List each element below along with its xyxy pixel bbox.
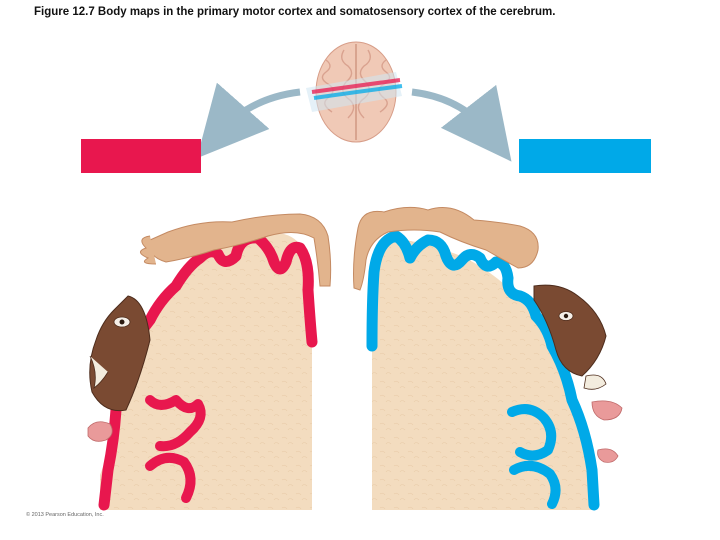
- copyright-notice: © 2013 Pearson Education, Inc.: [26, 512, 104, 518]
- brain-top-view-icon: [306, 42, 402, 142]
- arrow-to-motor: [220, 92, 300, 132]
- somatosensory-cortex-section: [372, 236, 594, 510]
- figure-title: Figure 12.7 Body maps in the primary motor cortex and somatosensory cortex of the cerebrum.: [34, 6, 556, 18]
- motor-cortex-label-box: [81, 139, 201, 173]
- somatosensory-cortex-label-box: [519, 139, 651, 173]
- arrow-to-sensory: [412, 92, 490, 134]
